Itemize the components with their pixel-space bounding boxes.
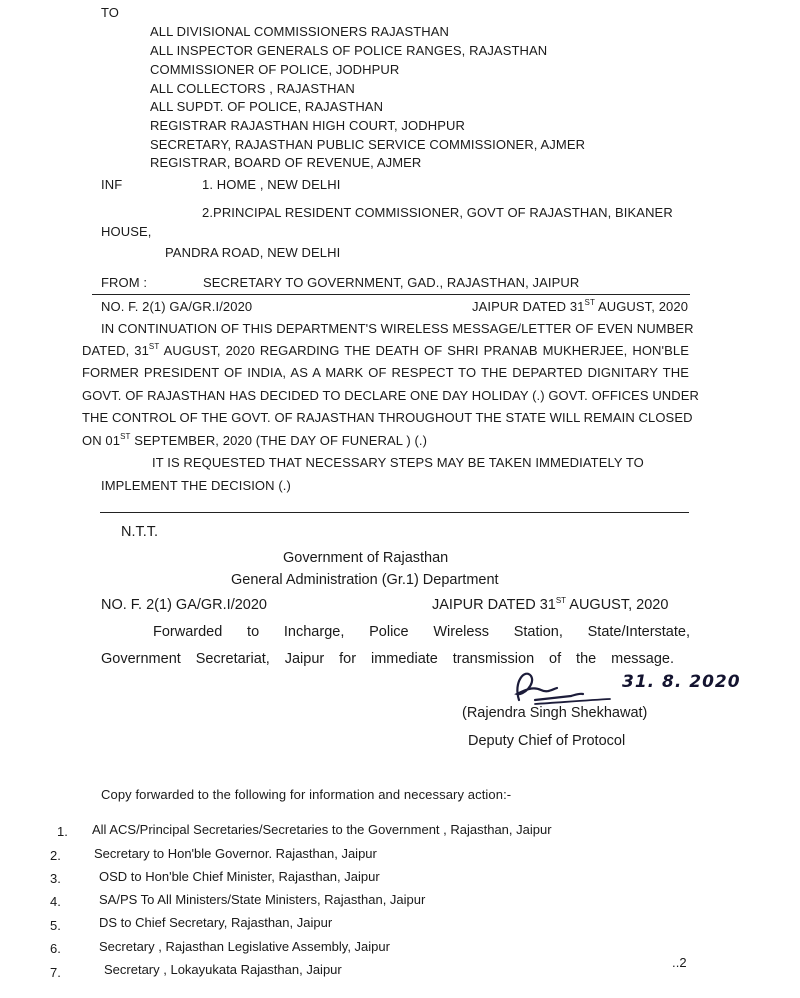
to-recipient: SECRETARY, RAJASTHAN PUBLIC SERVICE COMMISSIONER, AJMER [150, 137, 586, 152]
copy-item: Secretary , Rajasthan Legislative Assembly, Jaipur [99, 939, 390, 954]
request-line: IT IS REQUESTED THAT NECESSARY STEPS MAY BE TAKEN IMMEDIATELY TO [152, 455, 644, 470]
copy-item: All ACS/Principal Secretaries/Secretaries to the Government , Rajasthan, Jaipur [92, 822, 552, 837]
copy-item-number: 6. [50, 941, 61, 956]
reference-number: NO. F. 2(1) GA/GR.I/2020 [101, 299, 253, 314]
signature-date: 31. 8. 2020 [622, 672, 741, 692]
copy-item: OSD to Hon'ble Chief Minister, Rajasthan, Jaipur [99, 869, 380, 884]
government-title: Government of Rajasthan [283, 550, 449, 566]
signatory-designation: Deputy Chief of Protocol [468, 733, 626, 749]
copy-item-number: 4. [50, 894, 61, 909]
inf-item-2: 2.PRINCIPAL RESIDENT COMMISSIONER, GOVT OF RAJASTHAN, BIKANER [202, 205, 673, 220]
page-continuation-marker: ..2 [672, 955, 687, 970]
copy-item-number: 5. [50, 918, 61, 933]
message-line: ON 01ST SEPTEMBER, 2020 (THE DAY OF FUNERAL ) (.) [82, 432, 428, 448]
inf-item-2-cont: HOUSE, [101, 224, 152, 239]
request-line: IMPLEMENT THE DECISION (.) [101, 478, 291, 493]
copy-item: Secretary to Hon'ble Governor. Rajasthan, Jaipur [94, 846, 377, 861]
to-recipient: REGISTRAR RAJASTHAN HIGH COURT, JODHPUR [150, 118, 465, 133]
from-text: SECRETARY TO GOVERNMENT, GAD., RAJASTHAN, JAIPUR [203, 275, 580, 290]
message-line: DATED, 31ST AUGUST, 2020 REGARDING THE DEATH OF SHRI PRANAB MUKHERJEE, HON'BLE [82, 342, 689, 358]
ntt-label: N.T.T. [121, 524, 159, 540]
to-recipient: COMMISSIONER OF POLICE, JODHPUR [150, 62, 400, 77]
copy-item-number: 3. [50, 871, 61, 886]
forward-reference-number: NO. F. 2(1) GA/GR.I/2020 [101, 597, 267, 613]
department-title: General Administration (Gr.1) Department [231, 572, 499, 588]
to-label: TO [101, 5, 120, 20]
header-rule [92, 294, 690, 295]
inf-item-2-address: PANDRA ROAD, NEW DELHI [165, 245, 341, 260]
copy-intro: Copy forwarded to the following for information and necessary action:- [101, 787, 512, 802]
copy-item-number: 7. [50, 965, 61, 980]
inf-item-1: 1. HOME , NEW DELHI [202, 177, 341, 192]
message-end-rule [100, 512, 689, 513]
copy-item: Secretary , Lokayukata Rajasthan, Jaipur [104, 962, 342, 977]
reference-date: JAIPUR DATED 31ST AUGUST, 2020 [472, 298, 689, 314]
copy-item-number: 2. [50, 848, 61, 863]
message-line: GOVT. OF RAJASTHAN HAS DECIDED TO DECLARE ONE DAY HOLIDAY (.) GOVT. OFFICES UNDER [82, 388, 700, 403]
forward-reference-date: JAIPUR DATED 31ST AUGUST, 2020 [432, 596, 669, 613]
inf-label: INF [101, 177, 123, 192]
copy-item: SA/PS To All Ministers/State Ministers, Rajasthan, Jaipur [99, 892, 426, 907]
copy-item: DS to Chief Secretary, Rajasthan, Jaipur [99, 915, 333, 930]
from-label: FROM : [101, 275, 148, 290]
copy-item-number: 1. [57, 824, 68, 839]
forward-line: Forwarded to Incharge, Police Wireless Station, State/Interstate, [153, 624, 690, 640]
to-recipient: ALL COLLECTORS , RAJASTHAN [150, 81, 355, 96]
message-line: IN CONTINUATION OF THIS DEPARTMENT'S WIRELESS MESSAGE/LETTER OF EVEN NUMBER [101, 321, 694, 336]
to-recipient: ALL SUPDT. OF POLICE, RAJASTHAN [150, 99, 384, 114]
message-line: FORMER PRESIDENT OF INDIA, AS A MARK OF RESPECT TO THE DEPARTED DIGNITARY THE [82, 365, 689, 380]
to-recipient: ALL DIVISIONAL COMMISSIONERS RAJASTHAN [150, 24, 450, 39]
forward-line: Government Secretariat, Jaipur for immediate transmission of the message. [101, 651, 674, 667]
to-recipient: ALL INSPECTOR GENERALS OF POLICE RANGES, RAJASTHAN [150, 43, 548, 58]
signatory-name: (Rajendra Singh Shekhawat) [462, 705, 648, 721]
to-recipient: REGISTRAR, BOARD OF REVENUE, AJMER [150, 155, 422, 170]
message-line: THE CONTROL OF THE GOVT. OF RAJASTHAN THROUGHOUT THE STATE WILL REMAIN CLOSED [82, 410, 693, 425]
